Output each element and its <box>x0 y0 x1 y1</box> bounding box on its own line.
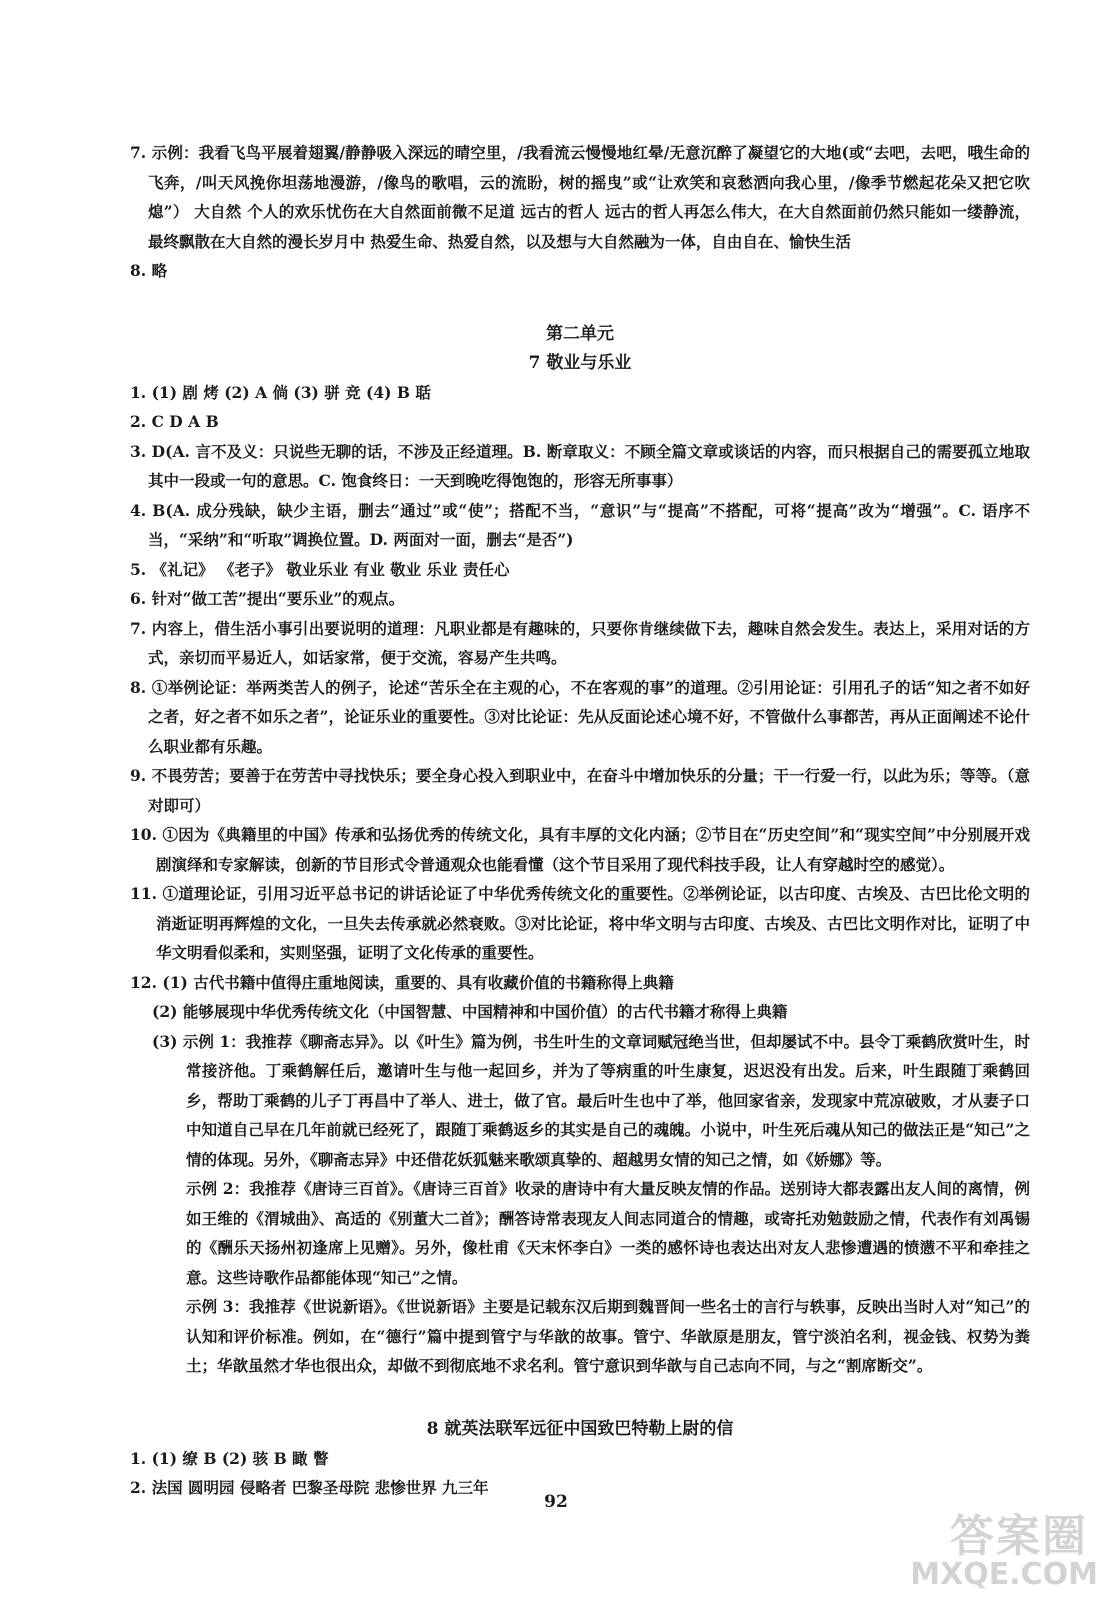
lesson-7-answer-line: 如好之者，好之者不如乐之者”，论证乐业的重要性。③对比论证：先从反面论述心境不好，不管做什么事都苦，再从正面 <box>148 677 1030 726</box>
lesson-7-answer <box>130 761 1030 820</box>
unit-title: 第二单元 <box>546 323 614 344</box>
lesson-7-q12-3-line: 《娇娜》等。 <box>798 1149 892 1169</box>
lesson-7-q10-line: 空的感觉）。 <box>869 854 955 874</box>
lesson-7-example-3-line: “知己”的认知和评价标准。例如，在“德行”篇中提到管宁与华歆的故事。管宁、华歆原是朋友，管宁淡泊名利，视 <box>186 1297 1030 1346</box>
lesson-7-example-3-line: 金钱、权势为粪土；华歆虽然才华也很出众，却做不到彻底地不求名利。管宁意识到华歆与自己志向不同，与之 <box>186 1326 1030 1375</box>
lesson-7-answer-line: 等。（意对即可） <box>148 766 1030 815</box>
lesson-7-example-2-line: 示例 2：我推荐《唐诗三百首》。《唐诗三百首》收录的唐诗中有大量反映友情的作品。送别诗大都表露出友人间的离 <box>186 1179 984 1198</box>
prev-q8: 8. 略 <box>130 261 168 280</box>
lesson-7-example-2-line: 作有刘禹锡的《酬乐天扬州初逢席上见赠》。另外，像杜甫《天末怀李白》一类的感怀诗也表达出对友人悲惨遭遇的 <box>186 1208 1030 1257</box>
prev-q7-line: 在、愉快生活 <box>757 231 851 251</box>
lesson-7-answer-line: 9. 不畏劳苦；要善于在劳苦中寻找快乐；要全身心投入到职业中，在奋斗中增加快乐的分量；干一行爱一行，以此为乐；等 <box>130 766 976 785</box>
lesson-7-example-2 <box>130 1174 1030 1292</box>
watermark-title: 答案圈 <box>950 1511 1088 1562</box>
lesson-7-answer-line: 6. 针对“做工苦”提出“要乐业”的观点。 <box>130 589 405 608</box>
prev-q7 <box>130 138 1030 256</box>
lesson-7-example-2-line: 愤懑不平和牵挂之意。这些诗歌作品都能体现“知己”之情。 <box>186 1238 1030 1287</box>
lesson-7-answer-line: 1. (1) 剧 烤 (2) A 倘 (3) 骈 竞 (4) B 聒 <box>130 382 431 402</box>
lesson-7-q12-3-line: 知己的做法正是“知己”之情的体现。另外，《聊斋志异》中还借花妖狐魅来歌颂真挚的、超越男女情的知己之情，如 <box>186 1120 1030 1169</box>
lesson-7-answer-line: 当，“采纳”和“听取”调换位置。D. 两面对一面，删去“是否”) <box>148 530 574 549</box>
lesson-7-q11-line: 比，证明了中华文明看似柔和，实则坚强，证明了文化传承的重要性。 <box>156 913 1030 962</box>
lesson-7-answer-line: 7. 内容上，借生活小事引出要说明的道理：凡职业都是有趣味的，只要你肯继续做下去，趣味自然会发生。表达上，采用对话 <box>130 618 999 638</box>
lesson-7-example-3 <box>130 1292 1030 1381</box>
lesson-7-q12-3 <box>130 1027 1030 1175</box>
lesson-7-title: 7 敬业与乐业 <box>528 352 632 373</box>
lesson-7-answer <box>130 496 1030 555</box>
lesson-7-answer <box>130 407 1030 437</box>
lesson-7-q12-1: 12. (1) 古代书籍中值得庄重地阅读，重要的、具有收藏价值的书籍称得上典籍 <box>130 972 674 992</box>
lesson-7-answers <box>130 378 1030 821</box>
lesson-7-answer <box>130 584 1030 614</box>
lesson-7-q11-line: 11. ①道理论证，引用习近平总书记的讲话论证了中华优秀传统文化的重要性。②举例论证，以古印度、古埃及、古巴比伦文 <box>130 884 999 903</box>
lesson-7-q12-3-line: 丁乘鹤回乡，帮助丁乘鹤的儿子丁再昌中了举人、进士，做了官。最后叶生也中了举，他回家省亲，发现家中荒凉破 <box>186 1061 1030 1110</box>
lesson-7-q12-3-line: (3) 示例 1：我推荐《聊斋志异》。以《叶生》篇为例，书生叶生的文章词赋冠绝当世，但却屡试不中。县令丁乘鹤欣赏叶 <box>152 1031 984 1051</box>
prev-q7-line: 面前仍然只能如一缕静流，最终飘散在大自然的漫长岁月中 热爱生命、热爱自然，以及想与大自然融为一体，自由自 <box>148 202 1030 251</box>
lesson-7-answer <box>130 614 1030 673</box>
lesson-7-example-2-line: 情，例如王维的《渭城曲》、高适的《别董大二首》；酬答诗常表现友人间志同道合的情趣，或寄托劝勉鼓励之情，代表 <box>186 1179 1030 1228</box>
lesson-7-answer-line: 8. ①举例论证：举两类苦人的例子，论述“苦乐全在主观的心，不在客观的事”的道理。②引用论证：引用孔子的话“知之者不 <box>130 677 999 697</box>
lesson-7-q11-line: 明的消逝证明再辉煌的文化，一旦失去传承就必然衰败。③对比论证，将中华文明与古印度、古埃及、古巴比文明作对 <box>156 884 1030 933</box>
lesson-7-example-3-line: “割席断交”。 <box>837 1356 933 1375</box>
page-content <box>130 138 1030 1503</box>
lesson-7-answer-line: 立地取其中一段或一句的意思。C. 饱食终日：一天到晚吃得饱饱的，形容无所事事） <box>148 441 1030 490</box>
prev-q7-line: 朵又把它吹熄”） 大自然 个人的欢乐忧伤在大自然面前微不足道 远古的哲人 远古的哲人再怎么伟大，在大自然 <box>148 172 1030 221</box>
lesson-8-q2: 2. 法国 圆明园 侵略者 巴黎圣母院 悲惨世界 九三年 <box>130 1478 489 1497</box>
lesson-7-answer-line: 2. C D A B <box>130 412 219 431</box>
lesson-7-answer <box>130 555 1030 585</box>
prev-q7-line: 生命的飞奔，/叫天风挽你坦荡地漫游，/像鸟的歌唱，云的流盼，树的摇曳”或“让欢笑和哀愁洒向我心里，/像季节燃起花 <box>148 143 1030 192</box>
lesson-7-example-3-line: 示例 3：我推荐《世说新语》。《世说新语》主要是记载东汉后期到魏晋间一些名士的言行与轶事，反映出当时人对 <box>186 1297 966 1316</box>
watermark-logo <box>898 1500 1098 1592</box>
prev-q7-line: 7. 示例：我看飞鸟平展着翅翼/静静吸入深远的晴空里，/我看流云慢慢地红晕/无意沉醉了凝望它的大地(或“去吧，去吧，哦 <box>130 143 984 162</box>
lesson-7-answer <box>130 378 1030 408</box>
page-number: 92 <box>544 1492 568 1512</box>
lesson-7-q10 <box>130 820 1030 879</box>
lesson-7-answer-line: 4. B(A. 成分残缺，缺少主语，删去“通过”或“使”；搭配不当，“意识”与“提高”不搭配，可将“提高”改为“增强”。C. 语序不 <box>130 500 1030 520</box>
lesson-7-answer-line: 的方式，亲切而平易近人，如话家常，便于交流，容易产生共鸣。 <box>148 618 1030 667</box>
watermark-url: MXQE.COM <box>910 1557 1098 1592</box>
lesson-7-q10-line: 10. ①因为《典籍里的中国》传承和弘扬优秀的传统文化，具有丰厚的文化内涵；②节目在“历史空间”和“现实空间”中分 <box>130 825 968 844</box>
lesson-7-q11 <box>130 879 1030 968</box>
lesson-7-q10-line: 别展开戏剧演绎和专家解读，创新的节目形式令普通观众也能看懂（这个节目采用了现代科技手段，让人有穿越时 <box>156 825 1030 874</box>
lesson-7-answer-line: 5. 《礼记》 《老子》 敬业乐业 有业 敬业 乐业 责任心 <box>130 559 510 579</box>
lesson-7-answer <box>130 673 1030 762</box>
lesson-7-q12-3-line: 败，才从妻子口中知道自己早在几年前就已经死了，跟随丁乘鹤返乡的其实是自己的魂魄。小说中，叶生死后魂从 <box>186 1090 1030 1139</box>
lesson-7-answer-line: 阐述不论什么职业都有乐趣。 <box>148 707 1030 756</box>
lesson-7-answer <box>130 437 1030 496</box>
lesson-7-q12-2: (2) 能够展现中华优秀传统文化（中国智慧、中国精神和中国价值）的古代书籍才称得上典籍 <box>152 1002 788 1021</box>
lesson-8-q1: 1. (1) 缭 B (2) 骇 B 瞰 瞥 <box>130 1448 329 1468</box>
lesson-7-q12-3-line: 生，时常接济他。丁乘鹤解任后，邀请叶生与他一起回乡，并为了等病重的叶生康复，迟迟没有出发。后来，叶生跟随 <box>186 1031 1030 1080</box>
lesson-8-title: 8 就英法联军远征中国致巴特勒上尉的信 <box>426 1418 734 1439</box>
lesson-7-answer-line: 3. D(A. 言不及义：只说些无聊的话，不涉及正经道理。B. 断章取义：不顾全篇文章或谈话的内容，而只根据自己的需要孤 <box>130 441 984 461</box>
